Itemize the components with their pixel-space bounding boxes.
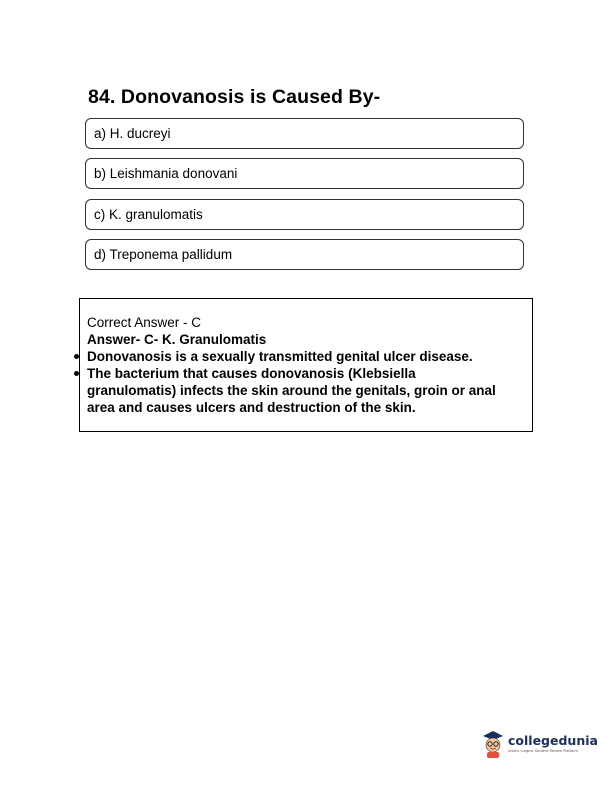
bullet-icon	[74, 354, 79, 359]
option-b[interactable]: b) Leishmania donovani	[85, 158, 524, 189]
answer-line-1: Donovanosis is a sexually transmitted genital ulcer disease.	[87, 349, 473, 364]
answer-heading: Answer- C- K. Granulomatis	[87, 332, 267, 347]
option-d[interactable]: d) Treponema pallidum	[85, 239, 524, 270]
brand-name: collegedunia	[508, 733, 598, 748]
brand-tagline: India's Largest Student Review Platform	[508, 749, 578, 753]
answer-line-2: The bacterium that causes donovanosis (Klebsiella	[87, 366, 416, 381]
option-a[interactable]: a) H. ducreyi	[85, 118, 524, 149]
collegedunia-logo	[481, 730, 598, 760]
question-title: 84. Donovanosis is Caused By-	[88, 86, 381, 108]
option-c[interactable]: c) K. granulomatis	[85, 199, 524, 230]
answer-line-4: area and causes ulcers and destruction of the skin.	[87, 400, 416, 415]
mascot-icon	[481, 730, 505, 760]
correct-answer-label: Correct Answer - C	[87, 315, 202, 330]
answer-line-3: granulomatis) infects the skin around the genitals, groin or anal	[87, 383, 496, 398]
bullet-icon	[74, 371, 79, 376]
